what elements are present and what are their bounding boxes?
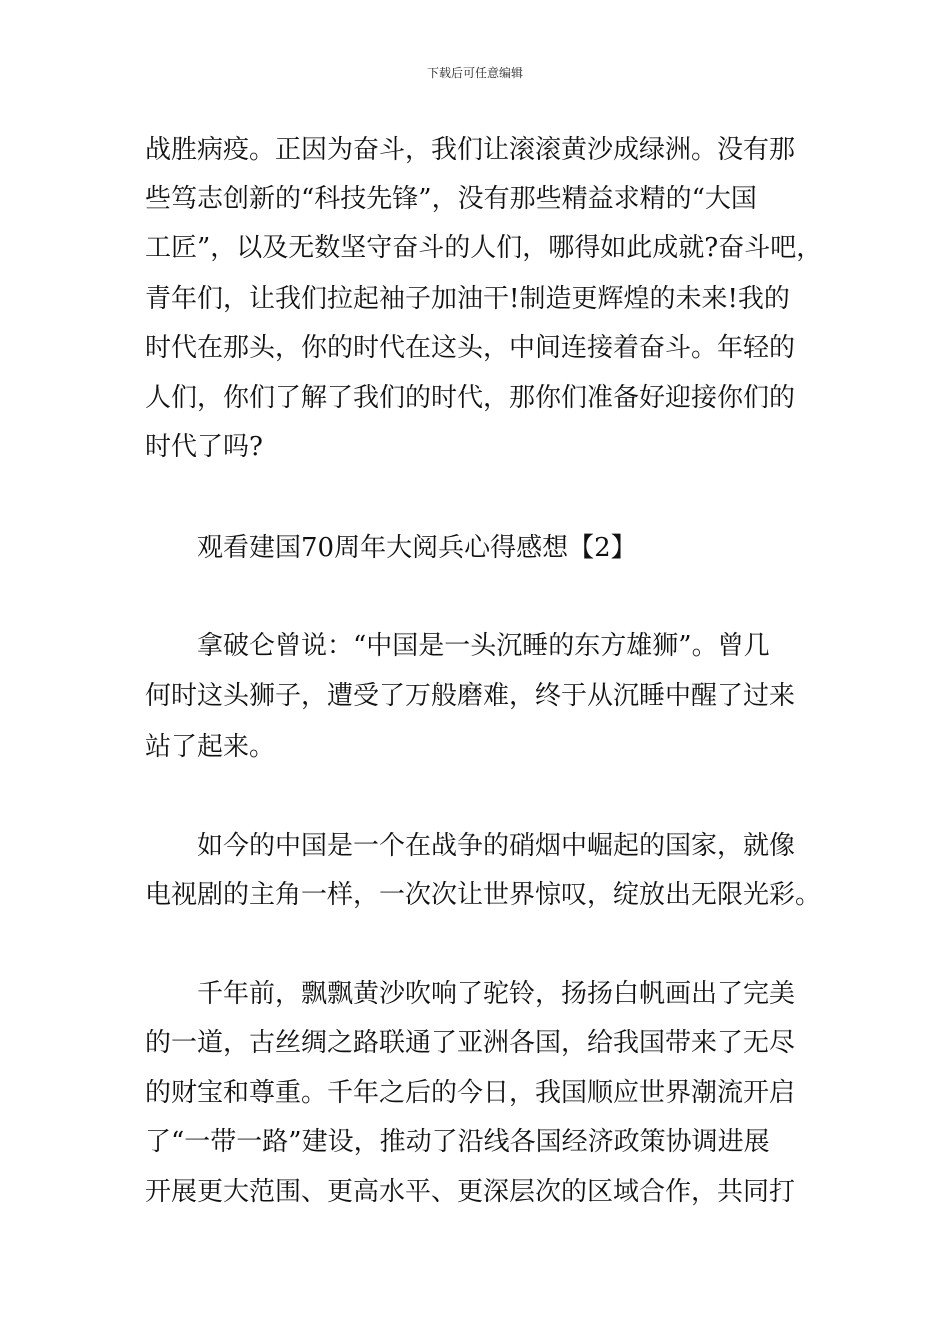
text-line: 站了起来。 [145, 732, 276, 762]
text-line: 了“一带一路”建设，推动了沿线各国经济政策协调进展 [145, 1127, 770, 1157]
text-line: 开展更大范围、更高水平、更深层次的区域合作，共同打 [145, 1177, 796, 1207]
text-line: 战胜病疫。正因为奋斗，我们让滚滚黄沙成绿洲。没有那 [145, 135, 796, 165]
text-line: 些笃志创新的“科技先锋”，没有那些精益求精的“大国 [145, 184, 757, 214]
text-line: 的财宝和尊重。千年之后的今日，我国顺应世界潮流开启 [145, 1078, 796, 1108]
text-line: 电视剧的主角一样，一次次让世界惊叹，绽放出无限光彩。 [145, 880, 822, 910]
text-line: 青年们，让我们拉起袖子加油干!制造更辉煌的未来!我的 [145, 284, 790, 314]
text-line: 何时这头狮子，遭受了万般磨难，终于从沉睡中醒了过来 [145, 681, 796, 711]
text-line: 千年前，飘飘黄沙吹响了驼铃，扬扬白帆画出了完美 [197, 979, 796, 1009]
text-line: 时代了吗? [145, 432, 263, 462]
text-line: 拿破仑曾说：“中国是一头沉睡的东方雄狮”。曾几 [197, 631, 770, 661]
text-line: 时代在那头，你的时代在这头，中间连接着奋斗。年轻的 [145, 333, 796, 363]
text-line: 工匠”，以及无数坚守奋斗的人们，哪得如此成就?奋斗吧， [145, 233, 823, 263]
text-line: 人们，你们了解了我们的时代，那你们准备好迎接你们的 [145, 383, 796, 413]
text-line: 的一道，古丝绸之路联通了亚洲各国，给我国带来了无尽 [145, 1028, 796, 1058]
heading-line: 观看建国70周年大阅兵心得感想【2】 [197, 533, 637, 563]
page-header: 下载后可任意编辑 [426, 66, 523, 80]
text-line: 如今的中国是一个在战争的硝烟中崛起的国家，就像 [197, 831, 796, 861]
